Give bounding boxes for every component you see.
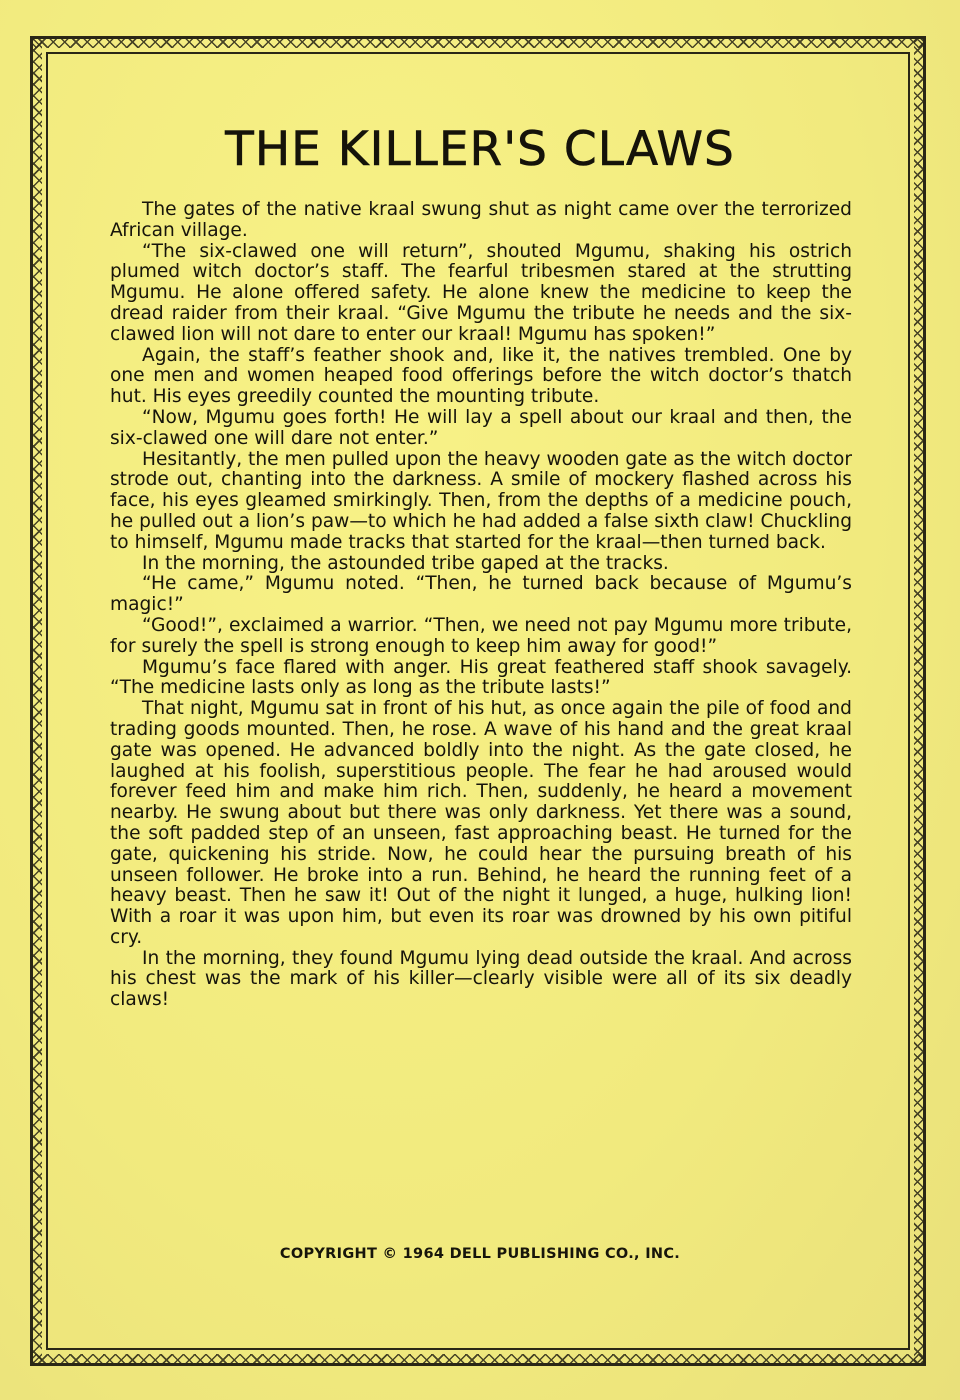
story-paragraph: “He came,” Mgumu noted. “Then, he turned back because of Mgumu’s magic!” <box>110 573 852 616</box>
story-paragraph: Again, the staff’s feather shook and, like it, the natives trembled. One by one men and women heaped food offerings before the witch doctor’s thatch hut. His eyes greedily counted the mounting tribute. <box>110 344 852 408</box>
story-paragraph: That night, Mgumu sat in front of his hut, as once again the pile of food and trading goods mounted. Then, he rose. A wave of his hand and the great kraal gate was opened. He advanced boldly into the night. As the gate closed, he laughed at his foolish, superstitious people. The fear he had aroused would forever feed him and make him rich. Then, suddenly, he heard a movement nearby. He swung about but there was only darkness. Yet there was a sound, the soft padded step of an unseen, fast approaching beast. He turned for the gate, quickening his stride. Now, he could hear the pursuing breath of his unseen follower. He broke into a run. Behind, he heard the running feet of a heavy beast. Then he saw it! Out of the night it lunged, a huge, hulking lion! With a roar it was upon him, but even its roar was drowned by his own pitiful cry. <box>110 698 852 948</box>
story-paragraph: Mgumu’s face flared with anger. His great feathered staff shook savagely. “The medicine lasts only as long as the tribute lasts!” <box>110 656 852 699</box>
story-paragraph: In the morning, they found Mgumu lying dead outside the kraal. And across his chest was the mark of his killer—clearly visible were all of its six deadly claws! <box>110 947 852 1011</box>
story-title: THE KILLER'S CLAWS <box>225 122 735 177</box>
story-paragraph: In the morning, the astounded tribe gaped at the tracks. <box>142 552 669 574</box>
story-body <box>110 200 852 1011</box>
copyright-notice: COPYRIGHT © 1964 DELL PUBLISHING CO., INC. <box>279 1246 681 1262</box>
story-paragraph: Hesitantly, the men pulled upon the heavy wooden gate as the witch doctor strode out, chanting into the darkness. A smile of mockery flashed across his face, his eyes gleamed smirkingly. Then, from the depths of a medicine pouch, he pulled out a lion’s paw—to which he had added a false sixth claw! Chuckling to himself, Mgumu made tracks that started for the kraal—then turned back. <box>110 448 852 553</box>
story-paragraph: “Now, Mgumu goes forth! He will lay a spell about our kraal and then, the six-clawed one will dare not enter.” <box>110 406 852 449</box>
story-paragraph: “Good!”, exclaimed a warrior. “Then, we need not pay Mgumu more tribute, for surely the spell is strong enough to keep him away for good!” <box>110 614 852 657</box>
story-paragraph: The gates of the native kraal swung shut as night came over the terrorized African village. <box>110 199 852 241</box>
story-paragraph: “The six-clawed one will return”, shouted Mgumu, shaking his ostrich plumed witch doctor’s staff. The fearful tribesmen stared at the strutting Mgumu. He alone offered safety. He alone knew the medicine to keep the dread raider from their kraal. “Give Mgumu the tribute he needs and the six-clawed lion will not dare to enter our kraal! Mgumu has spoken!” <box>110 240 852 345</box>
